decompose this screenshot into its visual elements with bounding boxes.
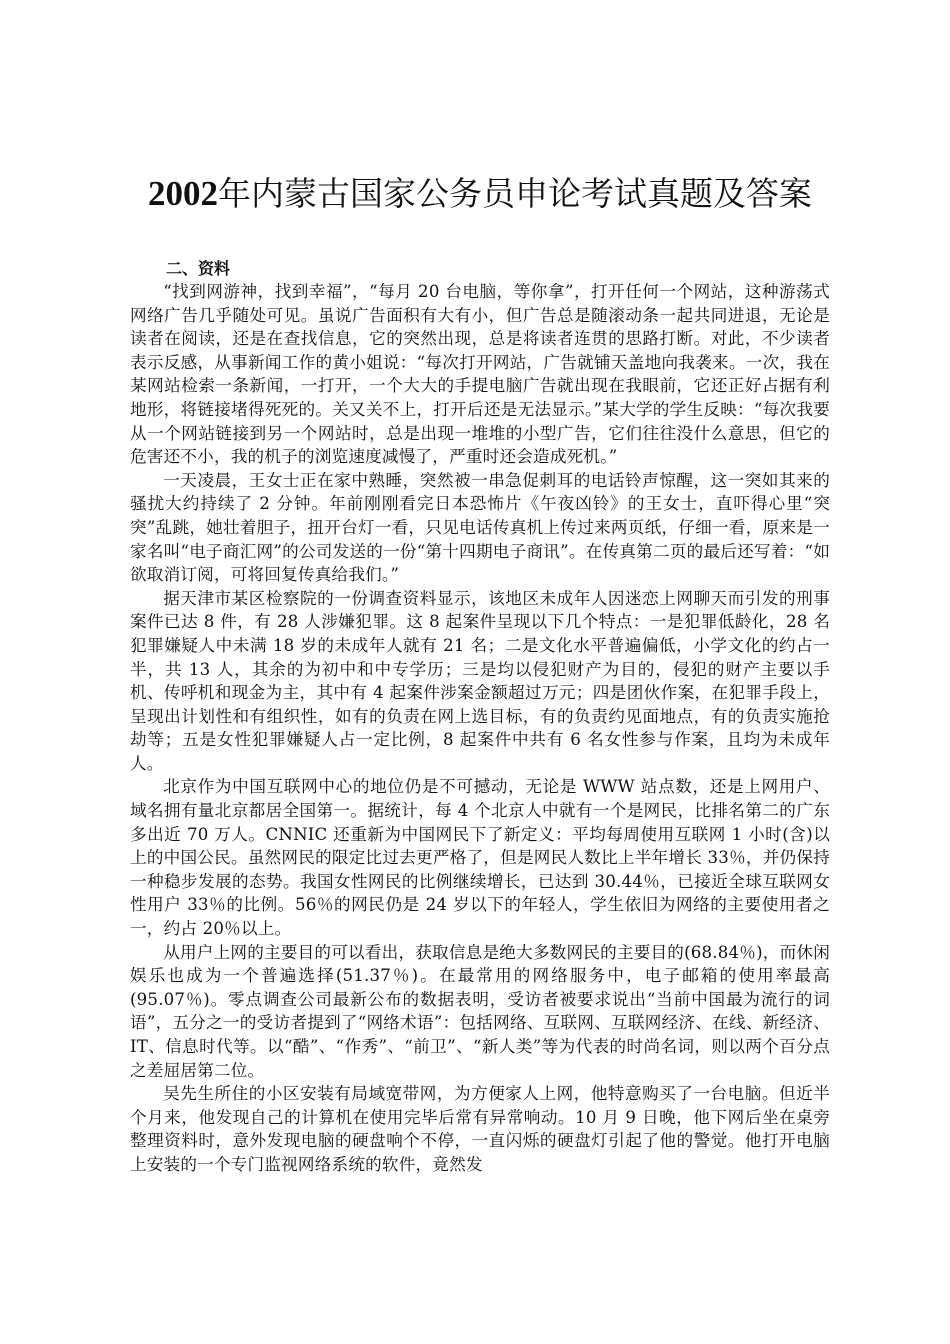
paragraph-usage: 从用户上网的主要目的可以看出，获取信息是绝大多数网民的主要目的(68.84％)，而休闲娱乐也成为一个普遍选择(51.37％)。在最常用的网络服务中，电子邮箱的使用率最高(95.07％)。零点调查公司最新公布的数据表明，受访者被要求说出“当前中国最为流行的词语”，五分之一的受访者提到了“网络术语”：包括网络、互联网、互联网经济、在线、新经济、IT、信息时代等。以“酷”、“作秀”、“前卫”、“新人类”等为代表的时尚名词，则以两个百分点之差屈居第二位。 xyxy=(130,942,830,1080)
paragraph-wu: 吴先生所住的小区安装有局域宽带网，为方便家人上网，他特意购买了一台电脑。但近半个月来，他发现自己的计算机在使用完毕后常有异常响动。10 月 9 日晚，他下网后坐在桌旁整理资料时，意外发现电脑的硬盘响个不停，一直闪烁的硬盘灯引起了他的警觉。他打开电脑上安装的一个专门监视网络系统的软件，竟然发 xyxy=(130,1084,830,1174)
document-body xyxy=(130,280,830,1177)
page-title xyxy=(130,170,830,218)
paragraph-beijing: 北京作为中国互联网中心的地位仍是不可撼动，无论是 WWW 站点数，还是上网用户、域名拥有量北京都居全国第一。据统计，每 4 个北京人中就有一个是网民，比排名第二的广东多出近 70 万人。CNNIC 还重新为中国网民下了新定义：平均每周使用互联网 1 小时(含)以上的中国公民。虽然网民的限定比过去更严格了，但是网民人数比上半年增长 33％，并仍保持一种稳步发展的态势。我国女性网民的比例继续增长，已达到 30.44％，已接近全球互联网女性用户 33％的比例。56％的网民仍是 24 岁以下的年轻人，学生依旧为网络的主要使用者之一，约占 20％以上。 xyxy=(130,777,830,939)
section-heading: 二、资料 xyxy=(166,259,231,278)
paragraph-ads: “找到网游神，找到幸福”，“每月 20 台电脑，等你拿”，打开任何一个网站，这种游荡式网络广告几乎随处可见。虽说广告面积有大有小，但广告总是随滚动条一起共同进退，无论是读者在阅读，还是在查找信息，它的突然出现，总是将读者连贯的思路打断。对此，不少读者表示反感，从事新闻工作的黄小姐说：“每次打开网站，广告就铺天盖地向我袭来。一次，我在某网站检索一条新闻，一打开，一个大大的手提电脑广告就出现在我眼前，它还正好占据有利地形，将链接堵得死死的。关又关不上，打开后还是无法显示。”某大学的学生反映：“每次我要从一个网站链接到另一个网站时，总是出现一堆堆的小型广告，它们往往没什么意思，但它的危害还不小，我的机子的浏览速度减慢了，严重时还会造成死机。” xyxy=(130,282,830,467)
paragraph-fax: 一天凌晨，王女士正在家中熟睡，突然被一串急促刺耳的电话铃声惊醒，这一突如其来的骚扰大约持续了 2 分钟。年前刚刚看完日本恐怖片《午夜凶铃》的王女士，直吓得心里“突突”乱跳，她壮着胆子，扭开台灯一看，只见电话传真机上传过来两页纸，仔细一看，原来是一家名叫“电子商汇网”的公司发送的一份“第十四期电子商讯”。在传真第二页的最后还写着：“如欲取消订阅，可将回复传真给我们。” xyxy=(130,470,830,585)
title-year: 2002 xyxy=(148,174,218,213)
title-text: 年内蒙古国家公务员申论考试真题及答案 xyxy=(218,174,812,213)
paragraph-tianjin: 据天津市某区检察院的一份调查资料显示，该地区未成年人因迷恋上网聊天而引发的刑事案件已达 8 件，有 28 人涉嫌犯罪。这 8 起案件呈现以下几个特点：一是犯罪低龄化，28 名犯罪嫌疑人中未满 18 岁的未成年人就有 21 名；二是文化水平普遍偏低，小学文化的约占一半，共 13 人，其余的为初中和中专学历；三是均以侵犯财产为目的，侵犯的财产主要以手机、传呼机和现金为主，其中有 4 起案件涉案金额超过万元；四是团伙作案，在犯罪手段上，呈现出计划性和有组织性，如有的负责在网上选目标，有的负责约见面地点，有的负责实施抢劫等；五是女性犯罪嫌疑人占一定比例，8 起案件中共有 6 名女性参与作案，且均为未成年人。 xyxy=(130,588,830,773)
